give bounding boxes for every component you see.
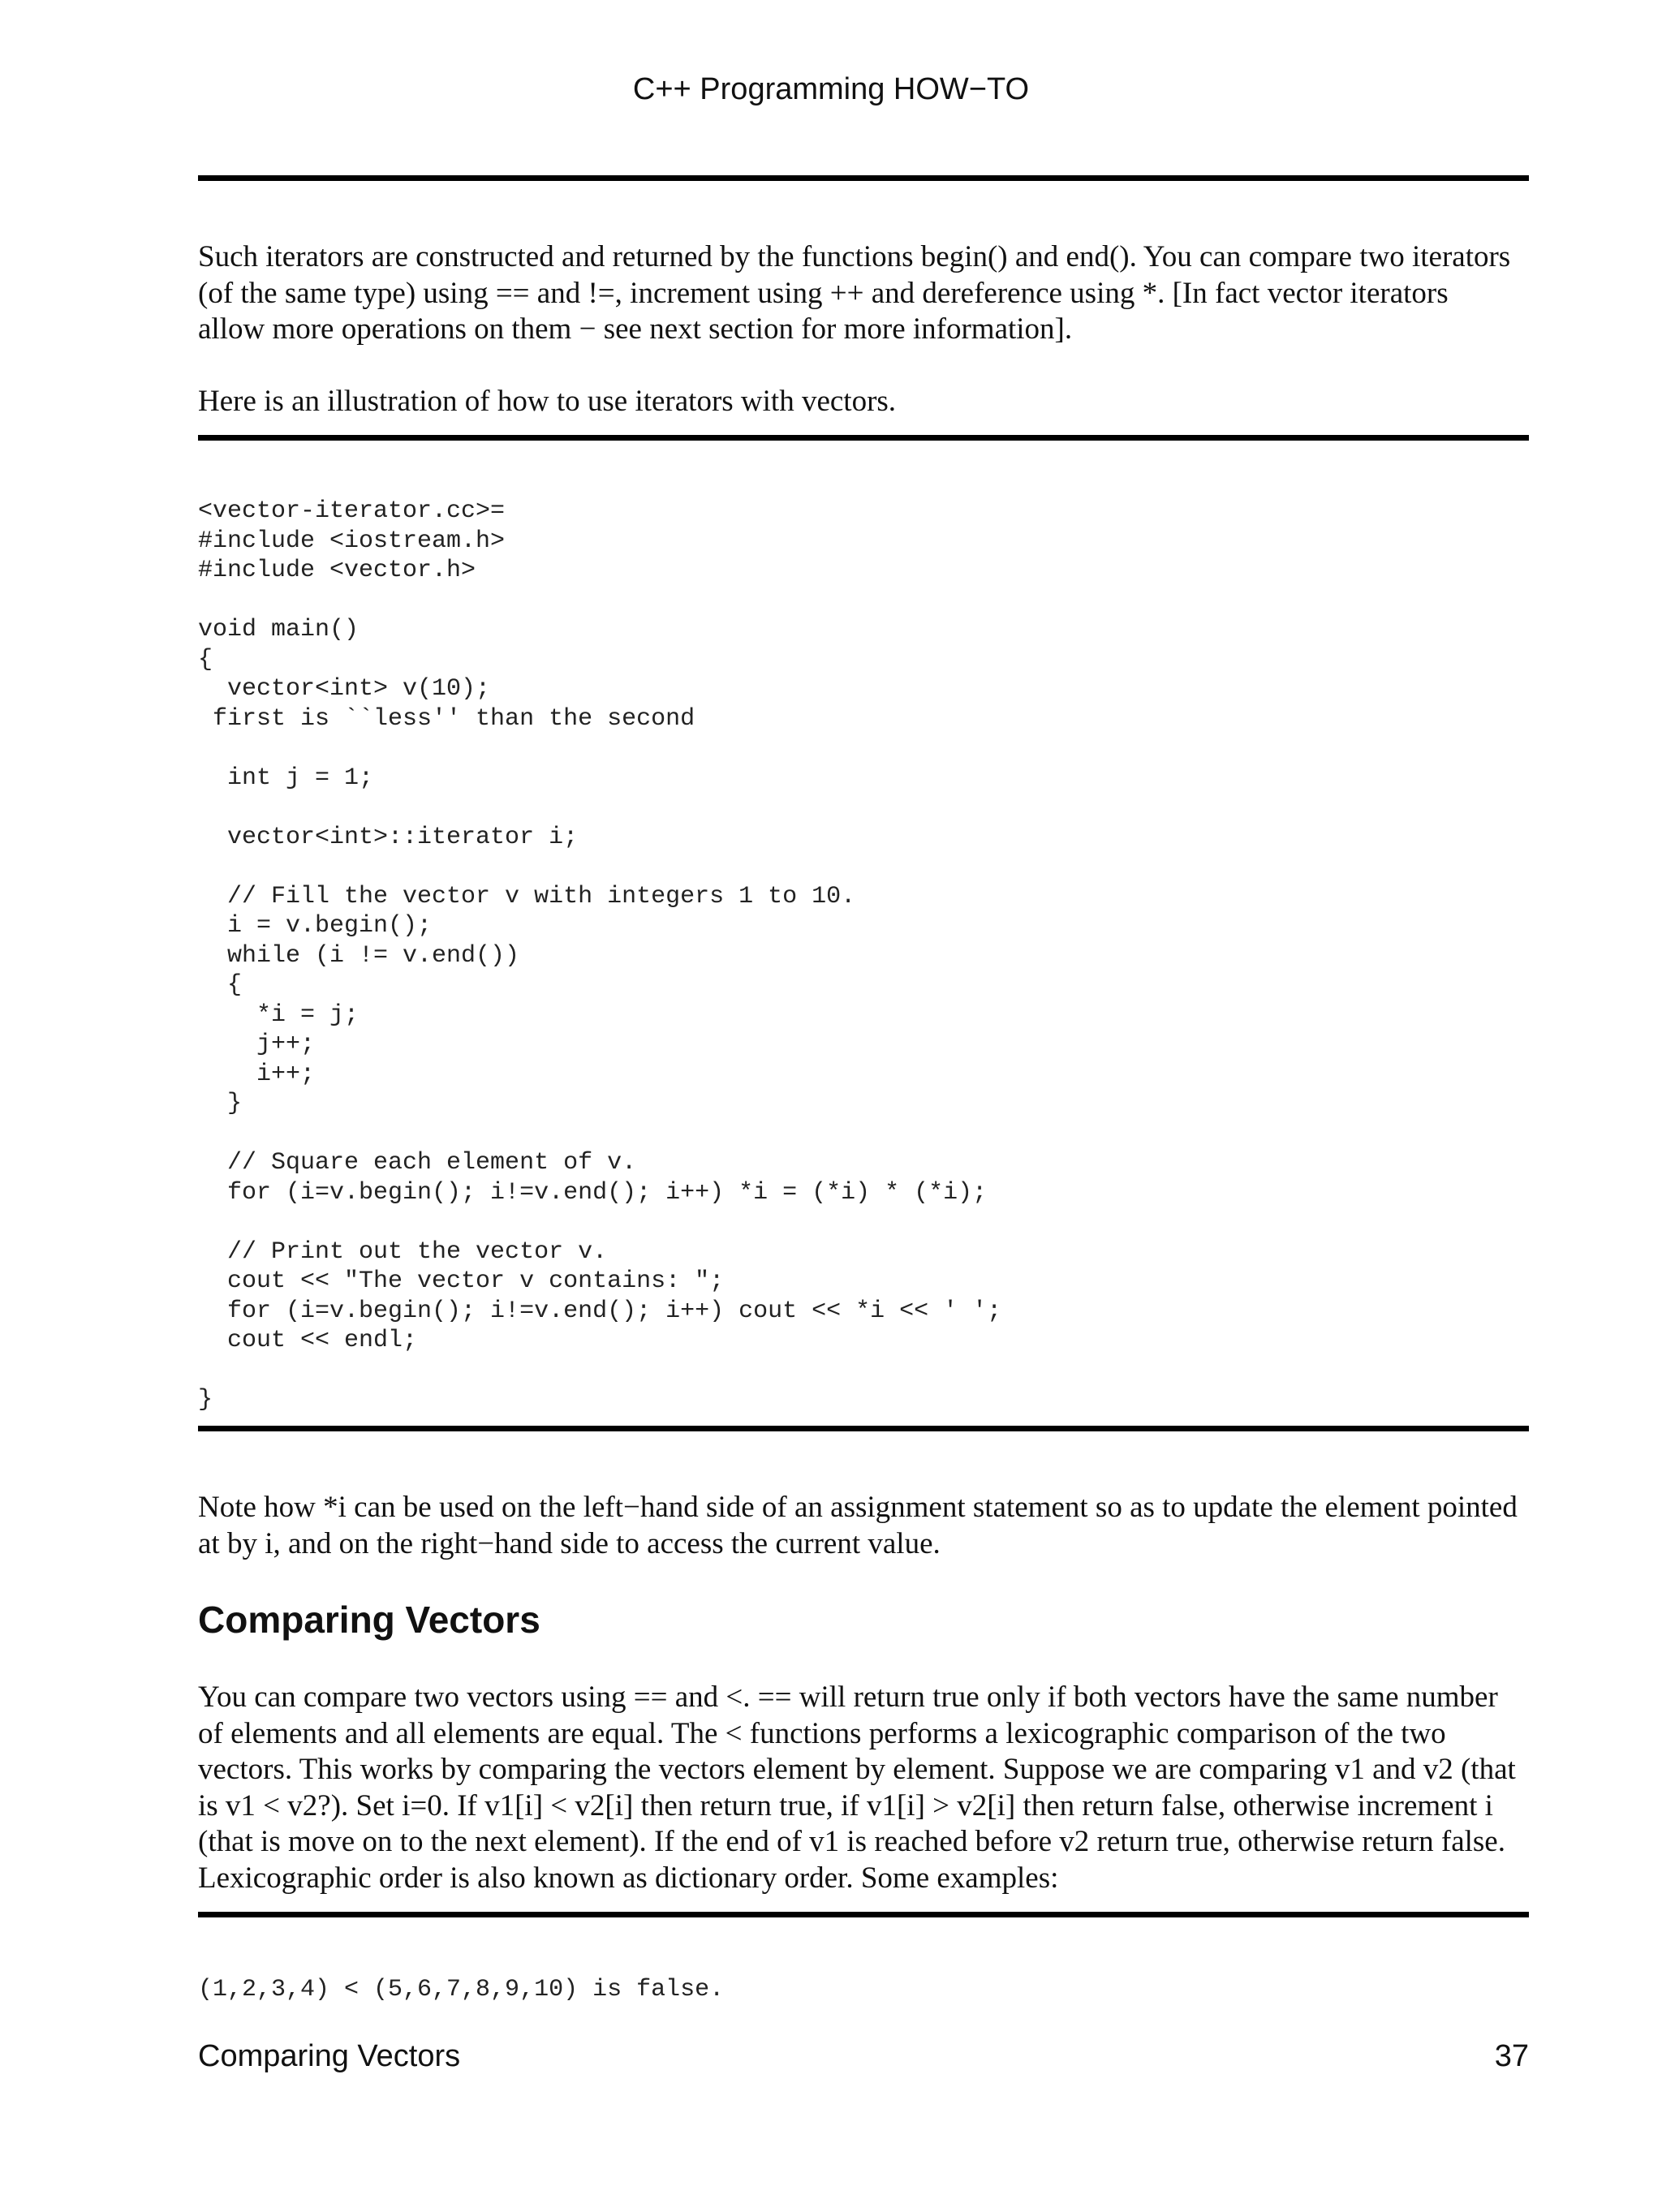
- note-paragraph: Note how *i can be used on the left−hand side of an assignment statement so as to update the element pointed at by i, and on the right−hand side to access the current value.: [198, 1491, 1518, 1560]
- header-rule: [198, 175, 1529, 181]
- footer-page-number: 37: [1494, 2039, 1529, 2073]
- code-block-bottom-rule: [198, 1426, 1529, 1431]
- section-heading: Comparing Vectors: [198, 1599, 540, 1641]
- footer-section-name: Comparing Vectors: [198, 2039, 461, 2073]
- comparing-vectors-paragraph: You can compare two vectors using == and <. == will return true only if both vectors have the same number of elements and all elements are equal. The < functions performs a lexicographic comparison of the two vectors. This works by comparing the vectors element by element. Suppose we are comparing v1 and v2 (that is v1 < v2?). Set i=0. If v1[i] < v2[i] then return true, if v1[i] > v2[i] then return false, otherwise increment i (that is move on to the next element). If the end of v1 is reached before v2 return true, otherwise return false. Lexicographic order is also known as dictionary order. Some examples:: [198, 1681, 1516, 1895]
- iterators-intro-paragraph: Such iterators are constructed and returned by the functions begin() and end(). You can compare two iterators (of the same type) using == and !=, increment using ++ and dereference using *. [In fact vector iterators allow more operations on them − see next section for more information].: [198, 240, 1511, 346]
- running-header: C++ Programming HOW−TO: [632, 72, 1030, 106]
- example-block-top-rule: [198, 1912, 1529, 1917]
- code-block-top-rule: [198, 435, 1529, 441]
- example-code-block: (1,2,3,4) < (5,6,7,8,9,10) is false.: [198, 1976, 725, 2003]
- illustration-intro-paragraph: Here is an illustration of how to use iterators with vectors.: [198, 385, 897, 418]
- vector-iterator-code-block: <vector-iterator.cc>= #include <iostream.h> #include <vector.h> void main() { vector<int> v(10); first is ``less'' than the second int j = 1; vector<int>::iterator i; // Fill the vector v with integers 1 to 10. i = v.begin(); while (i != v.end()) { *i = j; j++; i++; } // Square each element of v. for (i=v.begin(); i!=v.end(); i++) *i = (*i) * (*i); // Print out the vector v. cout << "The vector v contains: "; for (i=v.begin(); i!=v.end(); i++) cout << *i << ' '; cout << endl; }: [198, 497, 1002, 1414]
